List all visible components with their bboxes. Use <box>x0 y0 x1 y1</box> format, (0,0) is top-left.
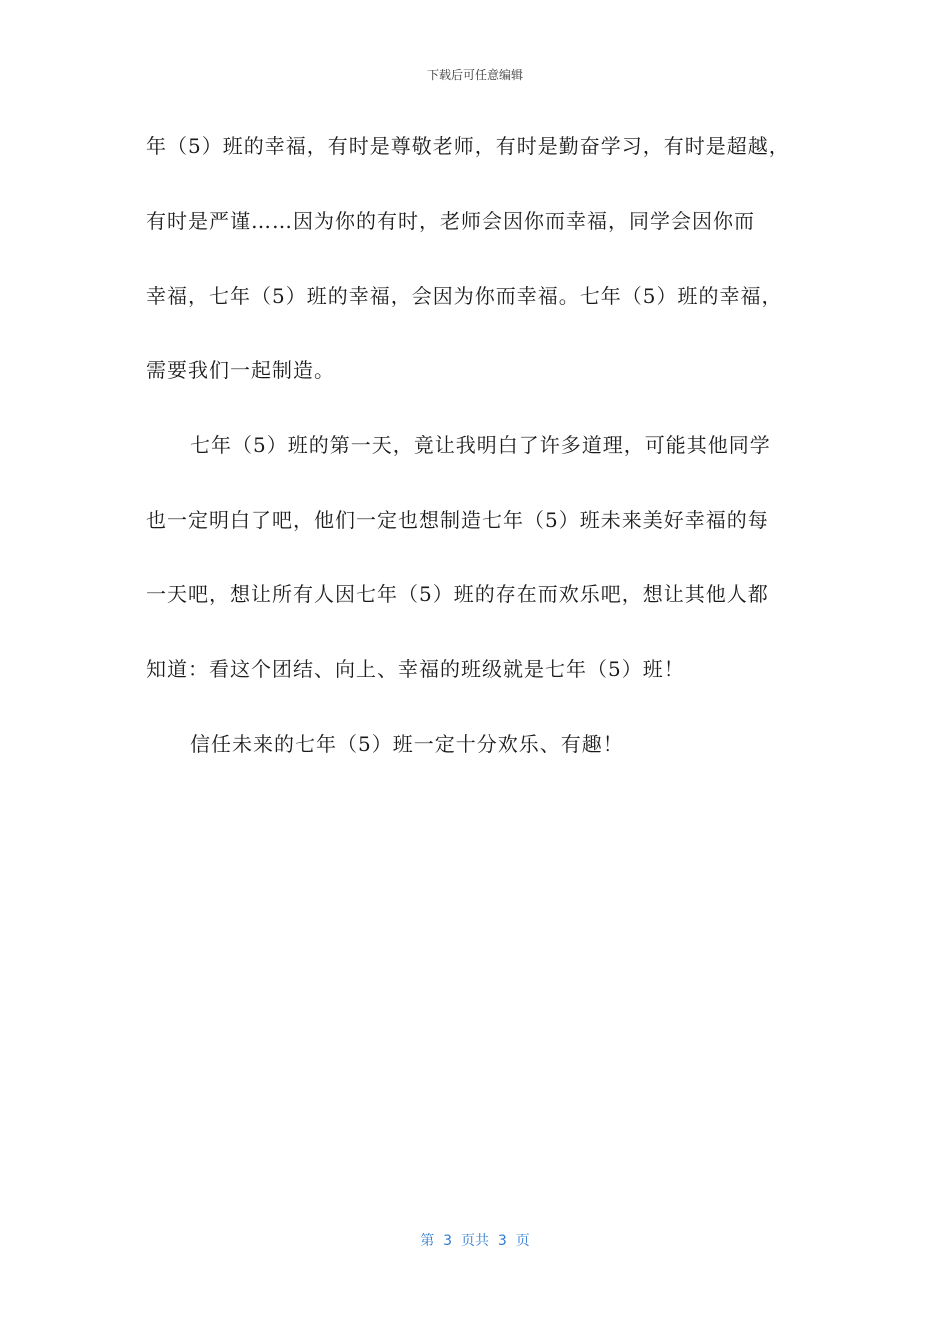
page-number-footer: 第 3 页共 3 页 <box>420 1233 530 1249</box>
text-line: 年（5）班的幸福，有时是尊敬老师，有时是勤奋学习，有时是超越， <box>146 134 790 158</box>
paragraph-first-line: 信任未来的七年（5）班一定十分欢乐、有趣！ <box>190 732 624 756</box>
text-line: 有时是严谨……因为你的有时，老师会因你而幸福，同学会因你而 <box>146 209 755 233</box>
text-line: 需要我们一起制造。 <box>146 358 335 382</box>
text-line: 一天吧，想让所有人因七年（5）班的存在而欢乐吧，想让其他人都 <box>146 582 769 606</box>
text-line: 也一定明白了吧，他们一定也想制造七年（5）班未来美好幸福的每 <box>146 508 769 532</box>
text-line: 幸福，七年（5）班的幸福，会因为你而幸福。七年（5）班的幸福， <box>146 284 783 308</box>
text-line: 知道：看这个团结、向上、幸福的班级就是七年（5）班！ <box>146 657 685 681</box>
page-header: 下载后可任意编辑 <box>426 68 523 82</box>
paragraph-first-line: 七年（5）班的第一天，竟让我明白了许多道理，可能其他同学 <box>190 433 771 457</box>
